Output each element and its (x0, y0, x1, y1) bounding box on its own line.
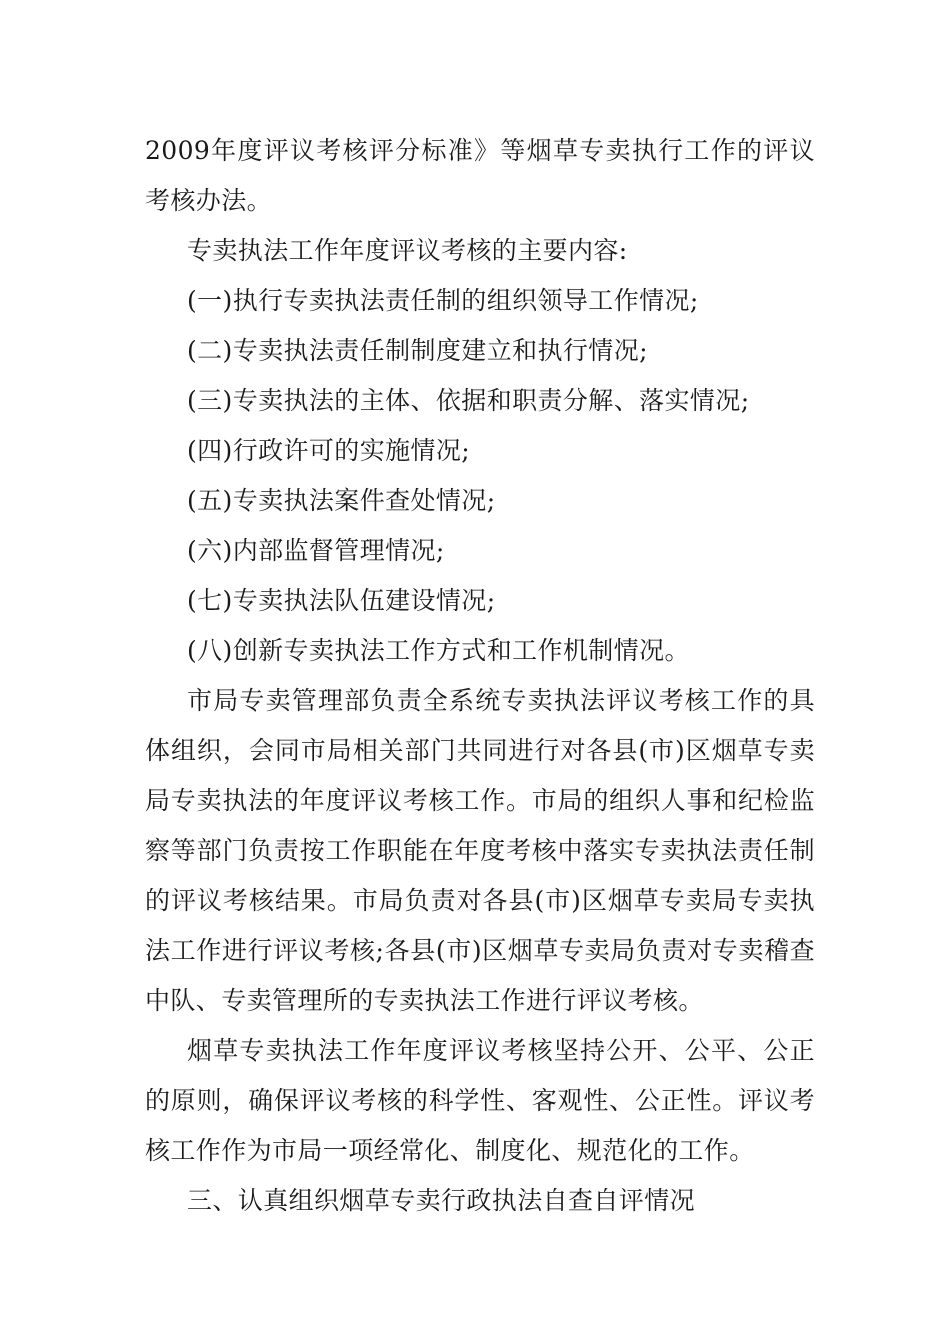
paragraph-continuation: 2009年度评议考核评分标准》等烟草专卖执行工作的评议考核办法。 (145, 136, 815, 215)
list-item-6: (六)内部监督管理情况; (187, 536, 445, 565)
list-item-1: (一)执行专卖执法责任制的组织领导工作情况; (187, 286, 699, 315)
paragraph-principles: 烟草专卖执法工作年度评议考核坚持公开、公平、公正的原则，确保评议考核的科学性、客观性、公正性。评议考核工作作为市局一项经常化、制度化、规范化的工作。 (145, 1036, 815, 1165)
list-item-8: (八)创新专卖执法工作方式和工作机制情况。 (187, 636, 690, 665)
document-body (145, 126, 815, 1226)
list-item-2: (二)专卖执法责任制制度建立和执行情况; (187, 336, 648, 365)
list-item-7: (七)专卖执法队伍建设情况; (187, 586, 496, 615)
list-item-3: (三)专卖执法的主体、依据和职责分解、落实情况; (187, 386, 750, 415)
paragraph-responsibility: 市局专卖管理部负责全系统专卖执法评议考核工作的具体组织，会同市局相关部门共同进行对各县(市)区烟草专卖局专卖执法的年度评议考核工作。市局的组织人事和纪检监察等部门负责按工作职能在年度考核中落实专卖执法责任制的评议考核结果。市局负责对各县(市)区烟草专卖局专卖执法工作进行评议考核;各县(市)区烟草专卖局负责对专卖稽查中队、专卖管理所的专卖执法工作进行评议考核。 (145, 686, 815, 1015)
list-item-4: (四)行政许可的实施情况; (187, 436, 471, 465)
section-heading-3: 三、认真组织烟草专卖行政执法自查自评情况 (187, 1186, 696, 1215)
list-item-5: (五)专卖执法案件查处情况; (187, 486, 496, 515)
paragraph-main-content-intro: 专卖执法工作年度评议考核的主要内容: (187, 236, 628, 265)
